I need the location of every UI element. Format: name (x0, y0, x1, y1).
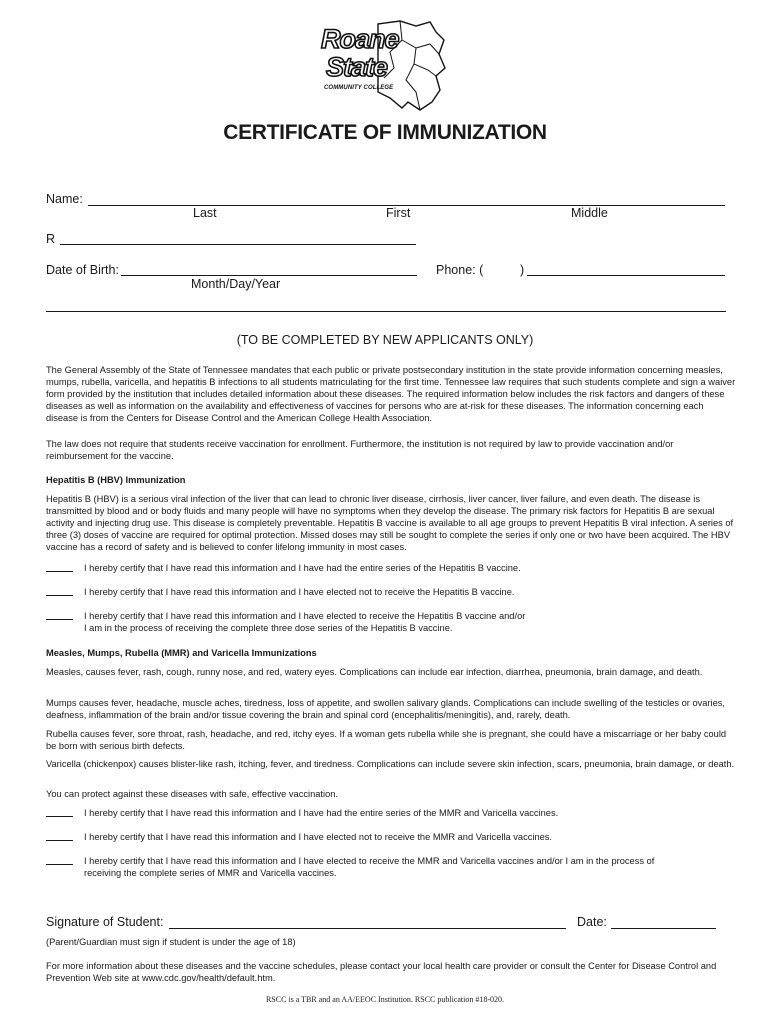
dob-format-hint: Month/Day/Year (191, 277, 281, 291)
signature-label: Signature of Student: (46, 915, 164, 929)
dob-label: Date of Birth: (46, 263, 119, 277)
mmr-option-receiving (46, 855, 746, 881)
option-label: I hereby certify that I have read this information and I have elected not to receive the Hepatitis B vaccine. (84, 587, 515, 597)
guardian-note: (Parent/Guardian must sign if student is under the age of 18) (46, 937, 296, 947)
intro-paragraph: The General Assembly of the State of Tennessee mandates that each public or private postsecondary institution in the state provide information concerning measles, mumps, rubella, varicella, and hepatitis B infections to all students matriculating for the first time. Tennessee law requires that such students complete and sign a waiver form provided by the institution that includes detailed information about these diseases. The required information below includes the risk factors and dangers of these diseases as well as information on the availability and effectiveness of vaccines for persons who are at-risk for these diseases. The information concerning each disease is from the Centers for Disease Control and the American College Health Association. (46, 365, 736, 424)
last-name-hint: Last (193, 206, 217, 220)
footer-note: RSCC is a TBR and an AA/EEOC Institution. RSCC publication #18-020. (265, 995, 505, 1004)
varicella-paragraph: Varicella (chickenpox) causes blister-like rash, itching, fever, and tiredness. Complications can include severe skin infection, scars, pneumonia, brain damage, or death. (46, 759, 735, 769)
option-label-continued: I am in the process of receiving the complete three dose series of the Hepatitis B vaccine. (84, 623, 453, 633)
mumps-paragraph: Mumps causes fever, headache, muscle aches, tiredness, loss of appetite, and swollen salivary glands. Complications can include swelling of the testicles or ovaries, deafness, inflammation of the brain and/or tissue covering the brain and spinal cord (encephalitis/meningitis), and, rarely, death. (46, 698, 726, 721)
checkbox-blank[interactable] (46, 562, 73, 572)
checkbox-blank[interactable] (46, 610, 73, 620)
checkbox-blank[interactable] (46, 586, 73, 596)
protect-paragraph: You can protect against these diseases with safe, effective vaccination. (46, 789, 338, 799)
page-title: CERTIFICATE OF IMMUNIZATION (223, 121, 547, 144)
hep-b-option-receiving (46, 610, 746, 636)
hep-b-paragraph: Hepatitis B (HBV) is a serious viral infection of the liver that can lead to chronic liver disease, cirrhosis, liver cancer, liver failure, and even death. The disease is transmitted by blood and or body fluids and many people will have no symptoms when they develop the disease. The primary risk factors for Hepatitis B are sexual activity and injecting drug use. This disease is completely preventable. Hepatitis B vaccine is available to all age groups to prevent Hepatitis B viral infection. A series of three (3) doses of vaccine are required for optimal protection. Missed doses may still be sought to complete the series if only one or two have been acquired. The HBV vaccine has a record of safety and is believed to confer lifelong immunity in most cases. (46, 494, 734, 553)
option-label: I hereby certify that I have read this information and I have elected to receive the MMR and Varicella vaccines and/or I am in the process of (84, 856, 655, 866)
logo-word-roane: Roane (321, 24, 399, 54)
checkbox-blank[interactable] (46, 831, 73, 841)
rubella-paragraph: Rubella causes fever, sore throat, rash, headache, and red, itchy eyes. If a woman gets rubella while she is pregnant, she could have a miscarriage or her baby could be born with serious birth defects. (46, 729, 727, 752)
r-number-field[interactable] (60, 244, 416, 245)
phone-label: Phone: ( (436, 263, 484, 277)
law-paragraph: The law does not require that students receive vaccination for enrollment. Furthermore, the institution is not required by law to provide vaccination and/or reimbursement for the vaccine. (46, 439, 674, 462)
checkbox-blank[interactable] (46, 855, 73, 865)
option-label-continued: receiving the complete series of MMR and Varicella vaccines. (84, 868, 337, 878)
middle-name-hint: Middle (571, 206, 608, 220)
mmr-heading: Measles, Mumps, Rubella (MMR) and Varicella Immunizations (46, 648, 317, 658)
applicants-subtitle: (TO BE COMPLETED BY NEW APPLICANTS ONLY) (236, 333, 534, 347)
phone-paren: ) (520, 263, 525, 277)
option-label: I hereby certify that I have read this information and I have had the entire series of the MMR and Varicella vaccines. (84, 808, 559, 818)
name-label: Name: (46, 192, 83, 206)
mmr-option-had-series (46, 807, 746, 821)
hep-b-option-declined (46, 586, 746, 600)
section-divider (46, 311, 726, 312)
checkbox-blank[interactable] (46, 807, 73, 817)
first-name-hint: First (386, 206, 411, 220)
option-label: I hereby certify that I have read this information and I have had the entire series of the Hepatitis B vaccine. (84, 563, 521, 573)
measles-paragraph: Measles, causes fever, rash, cough, runny nose, and red, watery eyes. Complications can include ear infection, diarrhea, pneumonia, brain damage, and death. (46, 667, 703, 677)
hep-b-option-had-series (46, 562, 746, 576)
logo-subtitle: COMMUNITY COLLEGE (324, 85, 394, 91)
date-label: Date: (577, 915, 607, 929)
date-field[interactable] (611, 928, 716, 929)
dob-field[interactable] (121, 275, 417, 276)
logo-word-state: State (326, 52, 388, 82)
mmr-option-declined (46, 831, 746, 845)
r-number-label: R (46, 232, 56, 246)
option-label: I hereby certify that I have read this information and I have elected not to receive the MMR and Varicella vaccines. (84, 832, 553, 842)
signature-field[interactable] (169, 928, 566, 929)
phone-field[interactable] (527, 275, 725, 276)
more-info-paragraph: For more information about these diseases and the vaccine schedules, please contact your local health care provider or consult the Center for Disease Control and Prevention Web site at www.cdc.gov/health/default.htm. (46, 961, 717, 984)
option-label: I hereby certify that I have read this information and I have elected to receive the Hepatitis B vaccine and/or (84, 611, 526, 621)
hep-b-heading: Hepatitis B (HBV) Immunization (46, 475, 186, 485)
roane-state-logo (318, 18, 450, 116)
